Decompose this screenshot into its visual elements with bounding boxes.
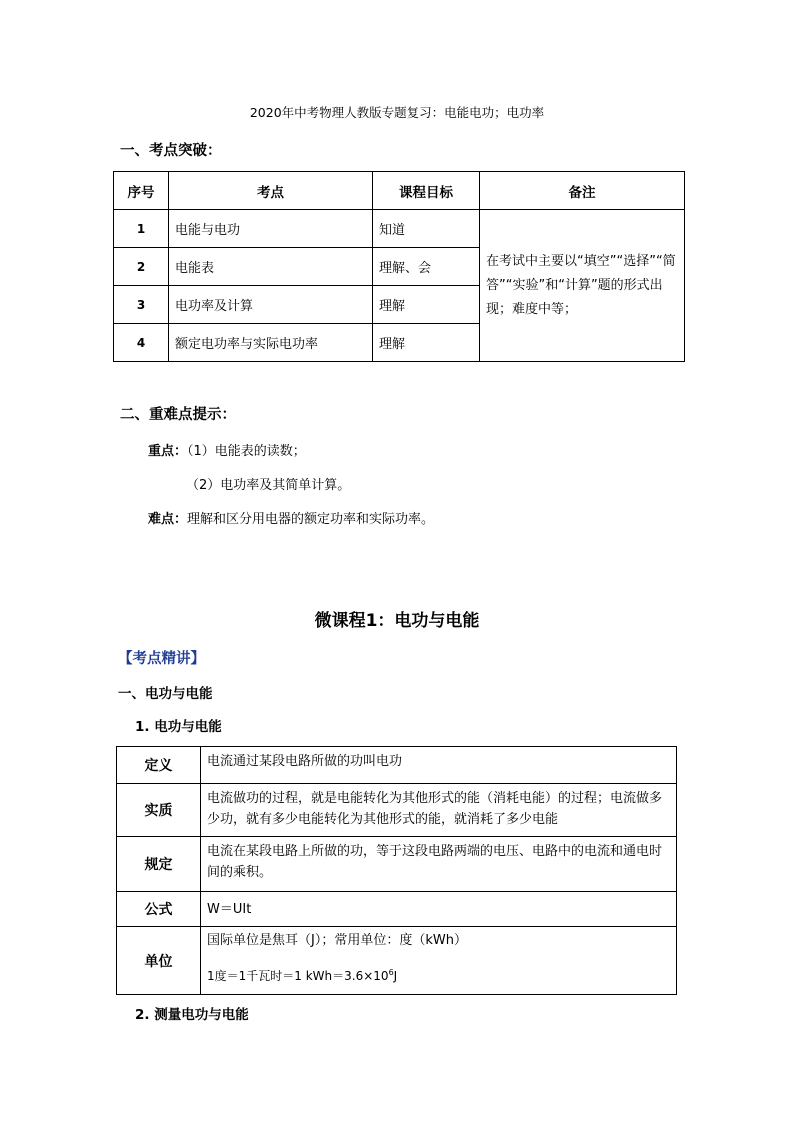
- row-topic: 额定电功率与实际电功率: [169, 324, 373, 362]
- document-title: 2020年中考物理人教版专题复习：电能电功；电功率: [249, 105, 545, 120]
- row-text: W＝UIt: [201, 892, 677, 927]
- difficult-point-text: 理解和区分用电器的额定功率和实际功率。: [187, 512, 435, 527]
- row-topic: 电能表: [169, 248, 373, 286]
- row-num: 4: [114, 324, 169, 362]
- unit-line-1: 国际单位是焦耳（J）；常用单位：度（kWh）: [207, 933, 467, 948]
- row-text: 电流通过某段电路所做的功叫电功: [201, 747, 677, 784]
- row-text: 电流做功的过程，就是电能转化为其他形式的能（消耗电能）的过程；电流做多少功，就有多少电能转化为其他形式的能，就消耗了多少电能: [201, 784, 677, 837]
- unit-exponent: 6: [388, 968, 394, 977]
- row-text: 电流在某段电路上所做的功，等于这段电路两端的电压、电路中的电流和通电时间的乘积。: [201, 837, 677, 892]
- row-num: 1: [114, 210, 169, 248]
- unit-conversion: 1度＝1千瓦时＝1 kWh＝3.6×10: [207, 969, 389, 983]
- row-label: 实质: [117, 784, 201, 837]
- section1-heading: 一、考点突破：: [120, 143, 222, 159]
- row-note: 在考试中主要以“填空”“选择”“简答”“实验”和“计算”题的形式出现；难度中等；: [480, 210, 685, 362]
- table-header-topic: 考点: [169, 172, 373, 210]
- key-points-tag: 【考点精讲】: [118, 651, 205, 667]
- table-row: [117, 747, 677, 784]
- section2-heading: 二、重难点提示：: [120, 407, 236, 423]
- table-row: [117, 784, 677, 837]
- course-heading: 一、电功与电能: [118, 686, 213, 702]
- key-point-label: 重点：: [148, 444, 188, 459]
- row-label: 定义: [117, 747, 201, 784]
- row-label: 公式: [117, 892, 201, 927]
- key-point-item-1: （1）电能表的读数；: [187, 444, 306, 459]
- row-text-block: [201, 927, 677, 995]
- exam-points-table: [113, 171, 685, 362]
- row-topic: 电功率及计算: [169, 286, 373, 324]
- key-point-item-2: （2）电功率及其简单计算。: [186, 478, 351, 493]
- course-title: 微课程1：电功与电能: [314, 611, 480, 631]
- row-topic: 电能与电功: [169, 210, 373, 248]
- unit-line-2: [207, 963, 672, 986]
- row-label: 规定: [117, 837, 201, 892]
- table-header-num: 序号: [114, 172, 169, 210]
- row-goal: 理解、会: [373, 248, 480, 286]
- difficult-point-label: 难点：: [148, 512, 188, 527]
- table-row: [114, 210, 685, 248]
- row-label: 单位: [117, 927, 201, 995]
- row-goal: 知道: [373, 210, 480, 248]
- row-goal: 理解: [373, 286, 480, 324]
- key-point-line: [148, 440, 306, 459]
- subheading-2: 2. 测量电功与电能: [135, 1007, 249, 1023]
- table-header-goal: 课程目标: [373, 172, 480, 210]
- unit-joule: J: [393, 969, 398, 983]
- row-goal: 理解: [373, 324, 480, 362]
- table-row: [117, 892, 677, 927]
- table-row: [117, 837, 677, 892]
- difficult-point-line: [148, 508, 434, 527]
- subheading-1: 1. 电功与电能: [135, 719, 222, 735]
- table-row: [117, 927, 677, 995]
- electric-work-table: [116, 746, 677, 995]
- row-num: 2: [114, 248, 169, 286]
- row-num: 3: [114, 286, 169, 324]
- table-header-note: 备注: [480, 172, 685, 210]
